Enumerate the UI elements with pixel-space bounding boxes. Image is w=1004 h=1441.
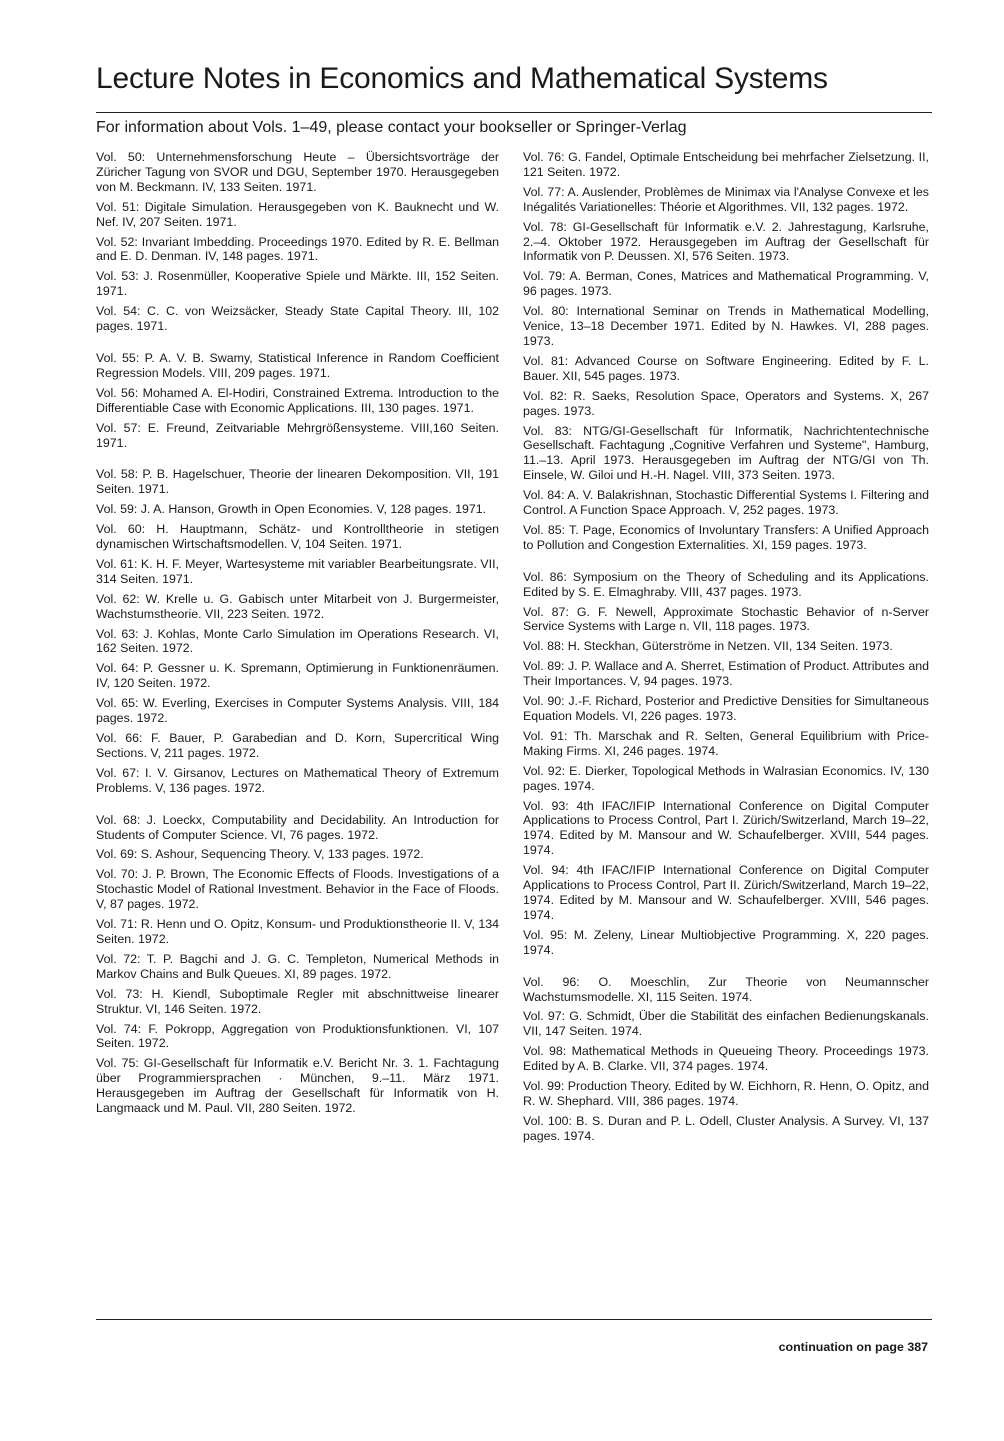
list-item: Vol. 99: Production Theory. Edited by W. Eichhorn, R. Henn, O. Opitz, and R. W. Shephard. VIII, 386 pages. 1974.: [523, 1079, 929, 1108]
list-item: Vol. 94: 4th IFAC/IFIP International Conference on Digital Computer Applications to Process Control, Part II. Zürich/Switzerland, March 19–22, 1974. Edited by M. Mansour and W. Schaufelberger. XVIII, 546 pages. 1974.: [523, 863, 929, 922]
list-item: Vol. 89: J. P. Wallace and A. Sherret, Estimation of Product. Attributes and Their Importances. V, 94 pages. 1973.: [523, 659, 929, 689]
list-item: Vol. 58: P. B. Hagelschuer, Theorie der linearen Dekomposition. VII, 191 Seiten. 1971.: [96, 467, 499, 497]
list-item: Vol. 92: E. Dierker, Topological Methods in Walrasian Economics. IV, 130 pages. 1974.: [523, 763, 929, 793]
list-item: Vol. 90: J.-F. Richard, Posterior and Predictive Densities for Simultaneous Equation Models. VI, 226 pages. 1973.: [523, 694, 929, 723]
list-item: Vol. 65: W. Everling, Exercises in Computer Systems Analysis. VIII, 184 pages. 1972.: [96, 696, 499, 726]
list-item: Vol. 73: H. Kiendl, Suboptimale Regler mit abschnittweise linearer Struktur. VI, 146 Seiten. 1972.: [96, 986, 499, 1016]
list-item: Vol. 81: Advanced Course on Software Engineering. Edited by F. L. Bauer. XII, 545 pages. 1973.: [523, 353, 929, 383]
list-item: Vol. 71: R. Henn und O. Opitz, Konsum- und Produktionstheorie II. V, 134 Seiten. 1972.: [96, 917, 499, 946]
footer-divider: [96, 1319, 932, 1320]
list-item: Vol. 87: G. F. Newell, Approximate Stochastic Behavior of n-Server Service Systems with Large n. VII, 118 pages. 1973.: [523, 604, 929, 634]
list-item: Vol. 78: GI-Gesellschaft für Informatik e.V. 2. Jahrestagung, Karlsruhe, 2.–4. Oktober 1972. Herausgegeben im Auftrag der Gesellschaft für Informatik von P. Deussen. XI, 576 Seiten. 1973.: [523, 219, 929, 264]
list-item: Vol. 61: K. H. F. Meyer, Wartesysteme mit variabler Bearbeitungsrate. VII, 314 Seiten. 1971.: [96, 556, 499, 586]
list-item: Vol. 84: A. V. Balakrishnan, Stochastic Differential Systems I. Filtering and Control. A Function Space Approach. V, 252 pages. 1973.: [523, 488, 929, 518]
page-subtitle: For information about Vols. 1–49, please contact your bookseller or Springer-Verlag: [96, 119, 687, 136]
list-item: Vol. 69: S. Ashour, Sequencing Theory. V, 133 pages. 1972.: [96, 847, 424, 862]
list-item: Vol. 83: NTG/GI-Gesellschaft für Informatik, Nachrichtentechnische Gesellschaft. Fachtagung „Cognitive Verfahren und Systeme", Hamburg, 11.–13. April 1973. Herausgegeben im Auftrag der NTG/GI von Th. Einsele, W. Giloi und H.-H. Nagel. VIII, 373 Seiten. 1973.: [523, 423, 929, 483]
list-item: Vol. 52: Invariant Imbedding. Proceedings 1970. Edited by R. E. Bellman and E. D. Denman. IV, 148 pages. 1971.: [96, 234, 499, 264]
list-item: Vol. 98: Mathematical Methods in Queueing Theory. Proceedings 1973. Edited by A. B. Clarke. VII, 374 pages. 1974.: [523, 1044, 929, 1074]
list-item: Vol. 50: Unternehmensforschung Heute – Übersichtsvorträge der Züricher Tagung von SVOR und DGU, September 1970. Herausgegeben von M. Beckmann. IV, 133 Seiten. 1971.: [96, 150, 499, 194]
list-item: Vol. 67: I. V. Girsanov, Lectures on Mathematical Theory of Extremum Problems. V, 136 pages. 1972.: [96, 765, 499, 795]
list-item: Vol. 57: E. Freund, Zeitvariable Mehrgrößensysteme. VIII,160 Seiten. 1971.: [96, 420, 499, 450]
list-item: Vol. 53: J. Rosenmüller, Kooperative Spiele und Märkte. III, 152 Seiten. 1971.: [96, 269, 499, 299]
page-title: Lecture Notes in Economics and Mathematical Systems: [96, 62, 828, 95]
list-item: Vol. 59: J. A. Hanson, Growth in Open Economies. V, 128 pages. 1971.: [96, 502, 487, 517]
list-item: Vol. 51: Digitale Simulation. Herausgegeben von K. Bauknecht und W. Nef. IV, 207 Seiten. 1971.: [96, 199, 499, 229]
list-item: Vol. 88: H. Steckhan, Güterströme in Netzen. VII, 134 Seiten. 1973.: [523, 639, 893, 654]
list-item: Vol. 79: A. Berman, Cones, Matrices and Mathematical Programming. V, 96 pages. 1973.: [523, 269, 929, 299]
right-column: [523, 150, 929, 1149]
list-item: Vol. 68: J. Loeckx, Computability and Decidability. An Introduction for Students of Computer Science. VI, 76 pages. 1972.: [96, 812, 499, 842]
list-item: Vol. 55: P. A. V. B. Swamy, Statistical Inference in Random Coefficient Regression Models. VIII, 209 pages. 1971.: [96, 350, 499, 380]
list-item: Vol. 85: T. Page, Economics of Involuntary Transfers: A Unified Approach to Pollution and Congestion Externalities. XI, 159 pages. 1973.: [523, 522, 929, 552]
list-item: Vol. 60: H. Hauptmann, Schätz- und Kontrolltheorie in stetigen dynamischen Wirtschaftsmodellen. V, 104 Seiten. 1971.: [96, 522, 499, 552]
list-item: Vol. 82: R. Saeks, Resolution Space, Operators and Systems. X, 267 pages. 1973.: [523, 388, 929, 418]
list-item: Vol. 76: G. Fandel, Optimale Entscheidung bei mehrfacher Zielsetzung. II, 121 Seiten. 1972.: [523, 150, 929, 179]
list-item: Vol. 97: G. Schmidt, Über die Stabilität des einfachen Bedienungskanals. VII, 147 Seiten. 1974.: [523, 1009, 929, 1039]
list-item: Vol. 74: F. Pokropp, Aggregation von Produktionsfunktionen. VI, 107 Seiten. 1972.: [96, 1021, 499, 1051]
list-item: Vol. 93: 4th IFAC/IFIP International Conference on Digital Computer Applications to Process Control, Part I. Zürich/Switzerland, March 19–22, 1974. Edited by M. Mansour and W. Schaufelberger. XVIII, 544 pages. 1974.: [523, 798, 929, 858]
list-item: Vol. 54: C. C. von Weizsäcker, Steady State Capital Theory. III, 102 pages. 1971.: [96, 304, 499, 334]
header-divider: [96, 112, 932, 113]
list-item: Vol. 56: Mohamed A. El-Hodiri, Constrained Extrema. Introduction to the Differentiable Case with Economic Applications. III, 130 pages. 1971.: [96, 385, 499, 415]
list-item: Vol. 75: GI-Gesellschaft für Informatik e.V. Bericht Nr. 3. 1. Fachtagung über Programmiersprachen · München, 9.–11. März 1971. Herausgegeben im Auftrag der Gesellschaft für Informatik von H. Langmaack und M. Paul. VII, 280 Seiten. 1972.: [96, 1056, 499, 1116]
list-item: Vol. 66: F. Bauer, P. Garabedian and D. Korn, Supercritical Wing Sections. V, 211 pages. 1972.: [96, 731, 499, 760]
list-item: Vol. 95: M. Zeleny, Linear Multiobjective Programming. X, 220 pages. 1974.: [523, 927, 929, 957]
left-column: [96, 150, 499, 1121]
list-item: Vol. 72: T. P. Bagchi and J. G. C. Templeton, Numerical Methods in Markov Chains and Bulk Queues. XI, 89 pages. 1972.: [96, 951, 499, 981]
list-item: Vol. 80: International Seminar on Trends in Mathematical Modelling, Venice, 13–18 December 1971. Edited by N. Hawkes. VI, 288 pages. 1973.: [523, 304, 929, 348]
list-item: Vol. 62: W. Krelle u. G. Gabisch unter Mitarbeit von J. Burgermeister, Wachstumstheorie. VII, 223 Seiten. 1972.: [96, 591, 499, 621]
list-item: Vol. 96: O. Moeschlin, Zur Theorie von Neumannscher Wachstumsmodelle. XI, 115 Seiten. 1974.: [523, 974, 929, 1004]
list-item: Vol. 64: P. Gessner u. K. Spremann, Optimierung in Funktionenräumen. IV, 120 Seiten. 1972.: [96, 661, 499, 691]
list-item: Vol. 70: J. P. Brown, The Economic Effects of Floods. Investigations of a Stochastic Model of Rational Investment. Behavior in the Face of Floods. V, 87 pages. 1972.: [96, 867, 499, 912]
list-item: Vol. 91: Th. Marschak and R. Selten, General Equilibrium with Price-Making Firms. XI, 246 pages. 1974.: [523, 728, 929, 758]
list-item: Vol. 100: B. S. Duran and P. L. Odell, Cluster Analysis. A Survey. VI, 137 pages. 1974.: [523, 1113, 929, 1143]
continuation-note: continuation on page 387: [778, 1340, 928, 1354]
list-item: Vol. 63: J. Kohlas, Monte Carlo Simulation im Operations Research. VI, 162 Seiten. 1972.: [96, 626, 499, 656]
list-item: Vol. 77: A. Auslender, Problèmes de Minimax via l'Analyse Convexe et les Inégalités Variationelles: Théorie et Algorithmes. VII, 132 pages. 1972.: [523, 184, 929, 214]
list-item: Vol. 86: Symposium on the Theory of Scheduling and its Applications. Edited by S. E. Elmaghraby. VIII, 437 pages. 1973.: [523, 569, 929, 599]
